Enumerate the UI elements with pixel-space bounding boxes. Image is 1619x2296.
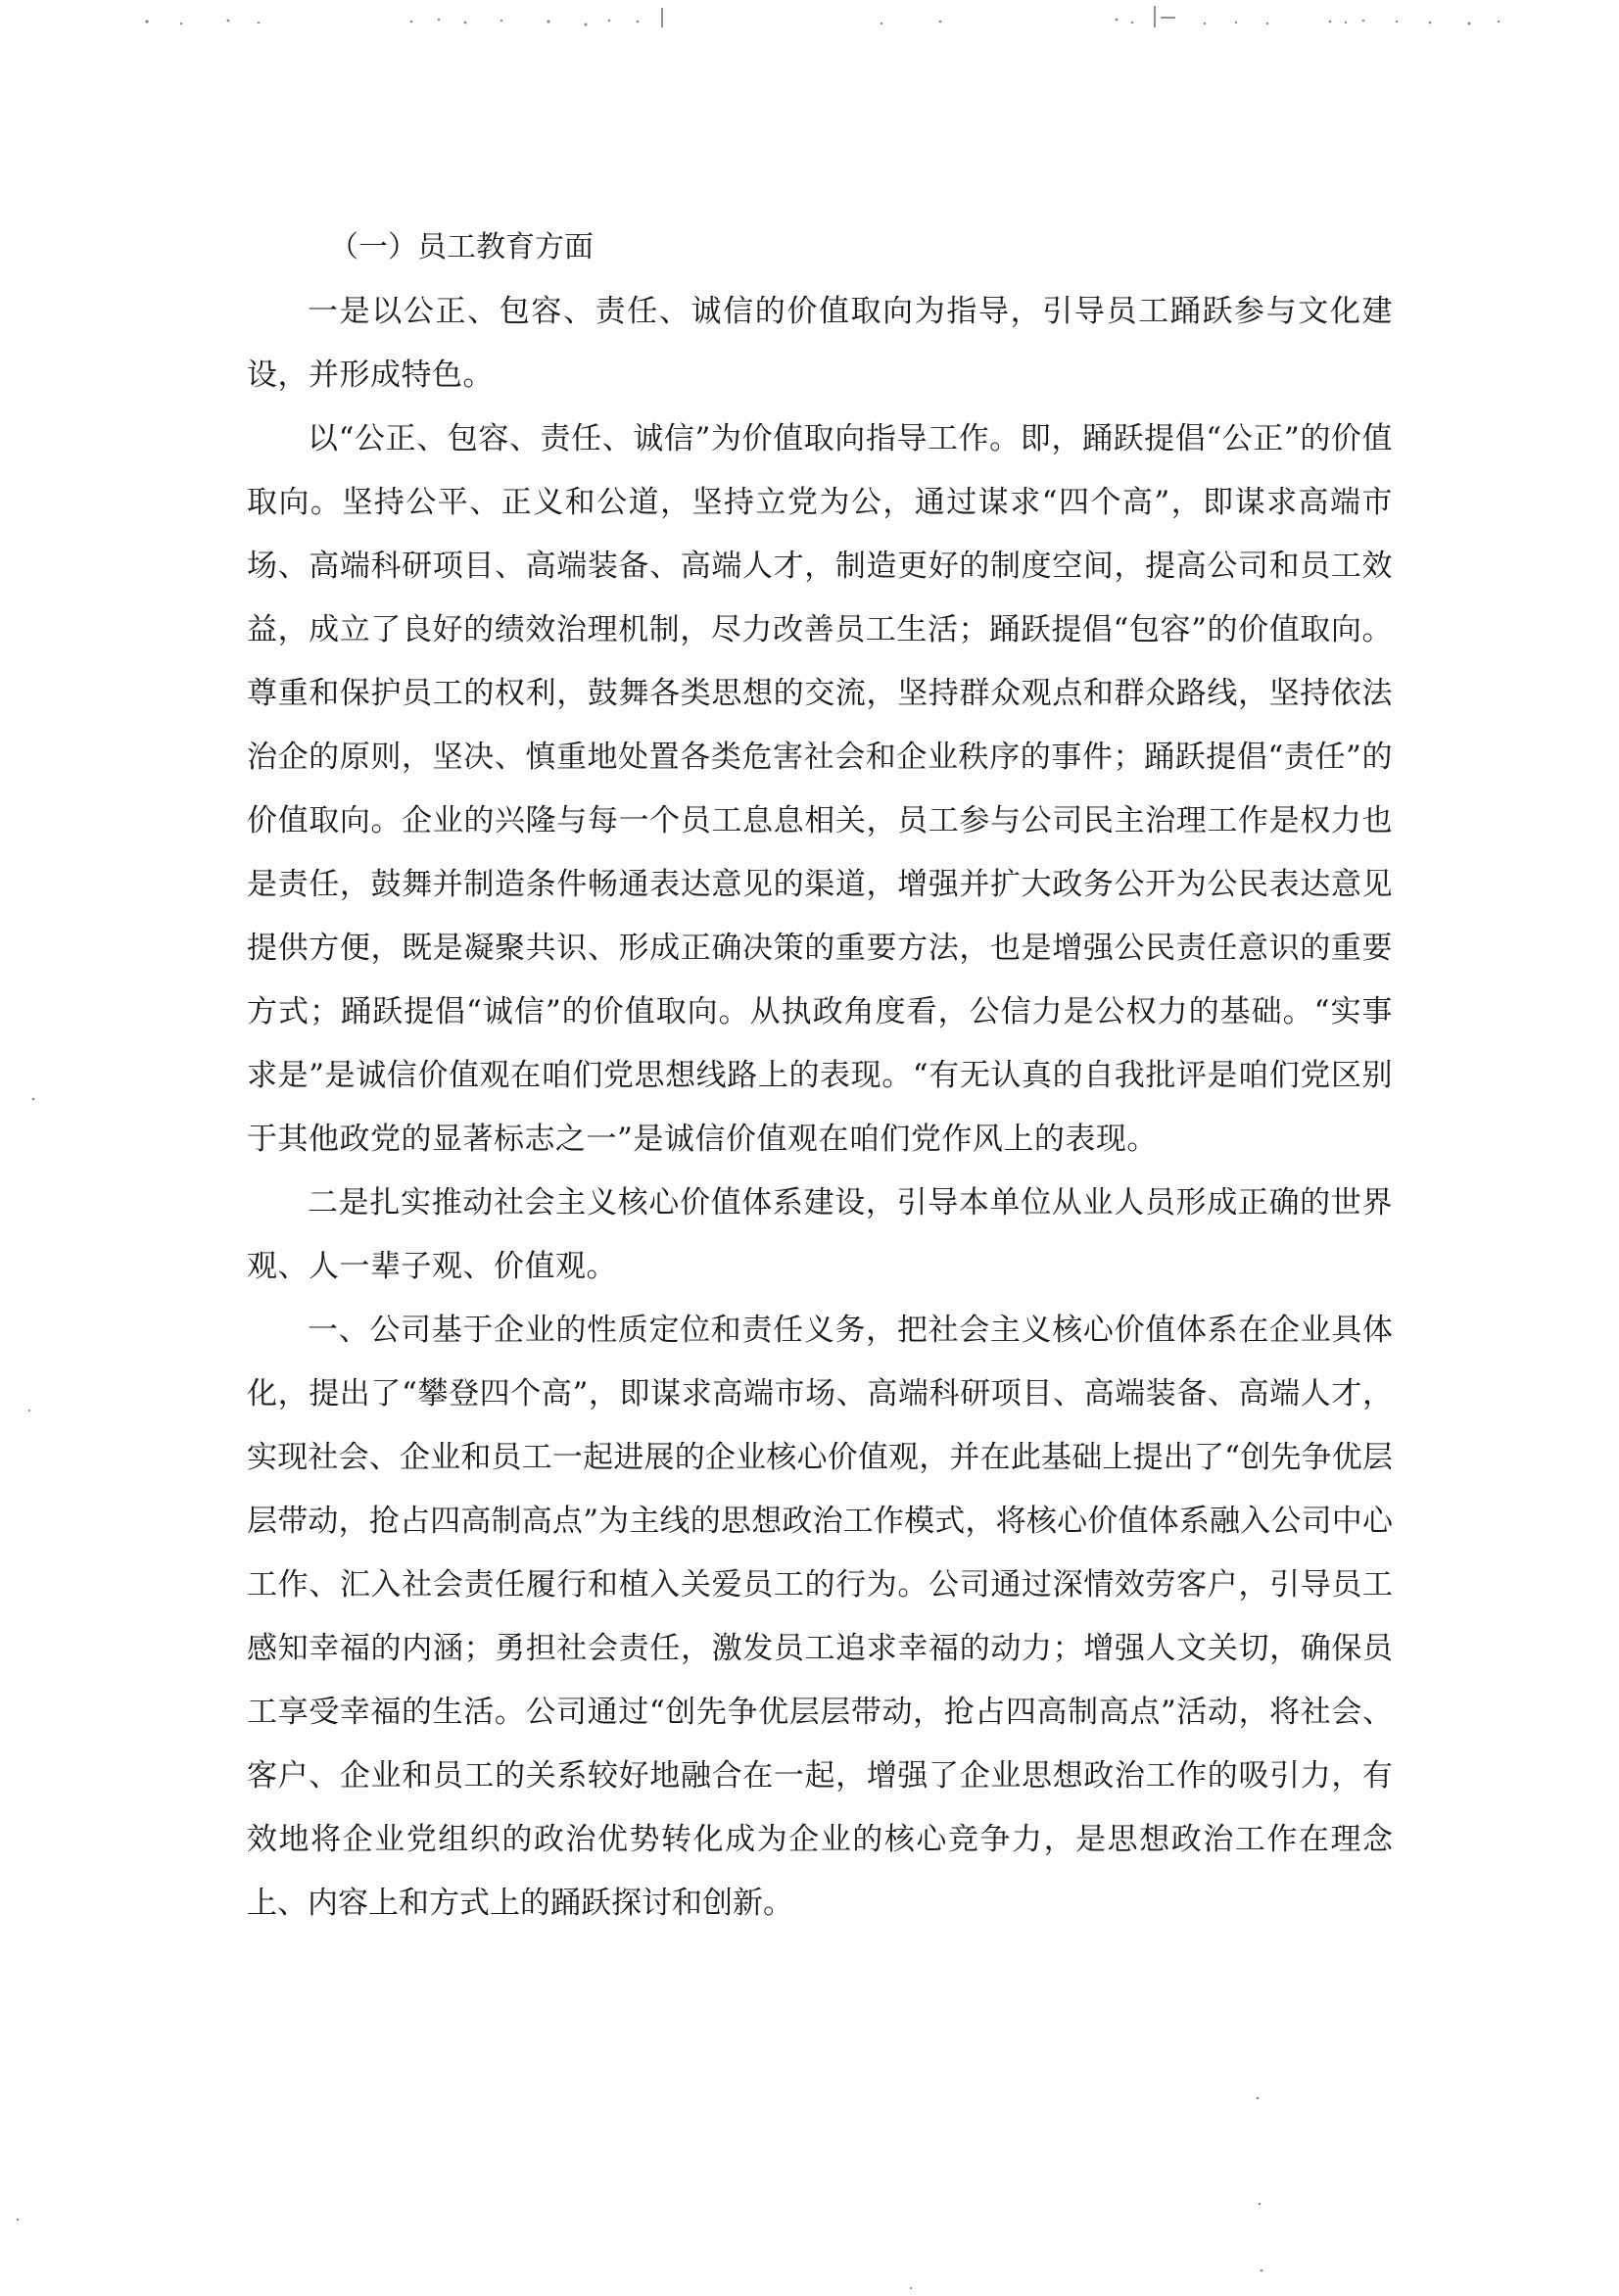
paragraph-3: 二是扎实推动社会主义核心价值体系建设，引导本单位从业人员形成正确的世界观、人一辈子观、价值观。 <box>247 1185 1393 1284</box>
section-heading: （一）员工教育方面 <box>329 230 594 264</box>
paragraph-4: 一、公司基于企业的性质定位和责任义务，把社会主义核心价值体系在企业具体化，提出了“攀登四个高”，即谋求高端市场、高端科研项目、高端装备、高端人才，实现社会、企业和员工一起进展的企业核心价值观，并在此基础上提出了“创先争优层层带动，抢占四高制高点”为主线的思想政治工作模式，将核心价值体系融入公司中心工作、汇入社会责任履行和植入关爱员工的行为。公司通过深情效劳客户，引导员工感知幸福的内涵；勇担社会责任，激发员工追求幸福的动力；增强人文关切，确保员工享受幸福的生活。公司通过“创先争优层层带动，抢占四高制高点”活动，将社会、客户、企业和员工的关系较好地融合在一起，增强了企业思想政治工作的吸引力，有效地将企业党组织的政治优势转化成为企业的核心竞争力，是思想政治工作在理念上、内容上和方式上的踊跃探讨和创新。 <box>247 1313 1393 1921</box>
paragraph-1: 一是以公正、包容、责任、诚信的价值取向为指导，引导员工踊跃参与文化建设，并形成特色。 <box>247 294 1393 393</box>
document-body <box>247 215 1393 1936</box>
paragraph-2: 以“公正、包容、责任、诚信”为价值取向指导工作。即，踊跃提倡“公正”的价值取向。坚持公平、正义和公道，坚持立党为公，通过谋求“四个高”，即谋求高端市场、高端科研项目、高端装备、高端人才，制造更好的制度空间，提高公司和员工效益，成立了良好的绩效治理机制，尽力改善员工生活；踊跃提倡“包容”的价值取向。尊重和保护员工的权利，鼓舞各类思想的交流，坚持群众观点和群众路线，坚持依法治企的原则，坚决、慎重地处置各类危害社会和企业秩序的事件；踊跃提倡“责任”的价值取向。企业的兴隆与每一个员工息息相关，员工参与公司民主治理工作是权力也是责任，鼓舞并制造条件畅通表达意见的渠道，增强并扩大政务公开为公民表达意见提供方便，既是凝聚共识、形成正确决策的重要方法，也是增强公民责任意识的重要方式；踊跃提倡“诚信”的价值取向。从执政角度看，公信力是公权力的基础。“实事求是”是诚信价值观在咱们党思想线路上的表现。“有无认真的自我批评是咱们党区别于其他政党的显著标志之一”是诚信价值观在咱们党作风上的表现。 <box>247 421 1393 1157</box>
